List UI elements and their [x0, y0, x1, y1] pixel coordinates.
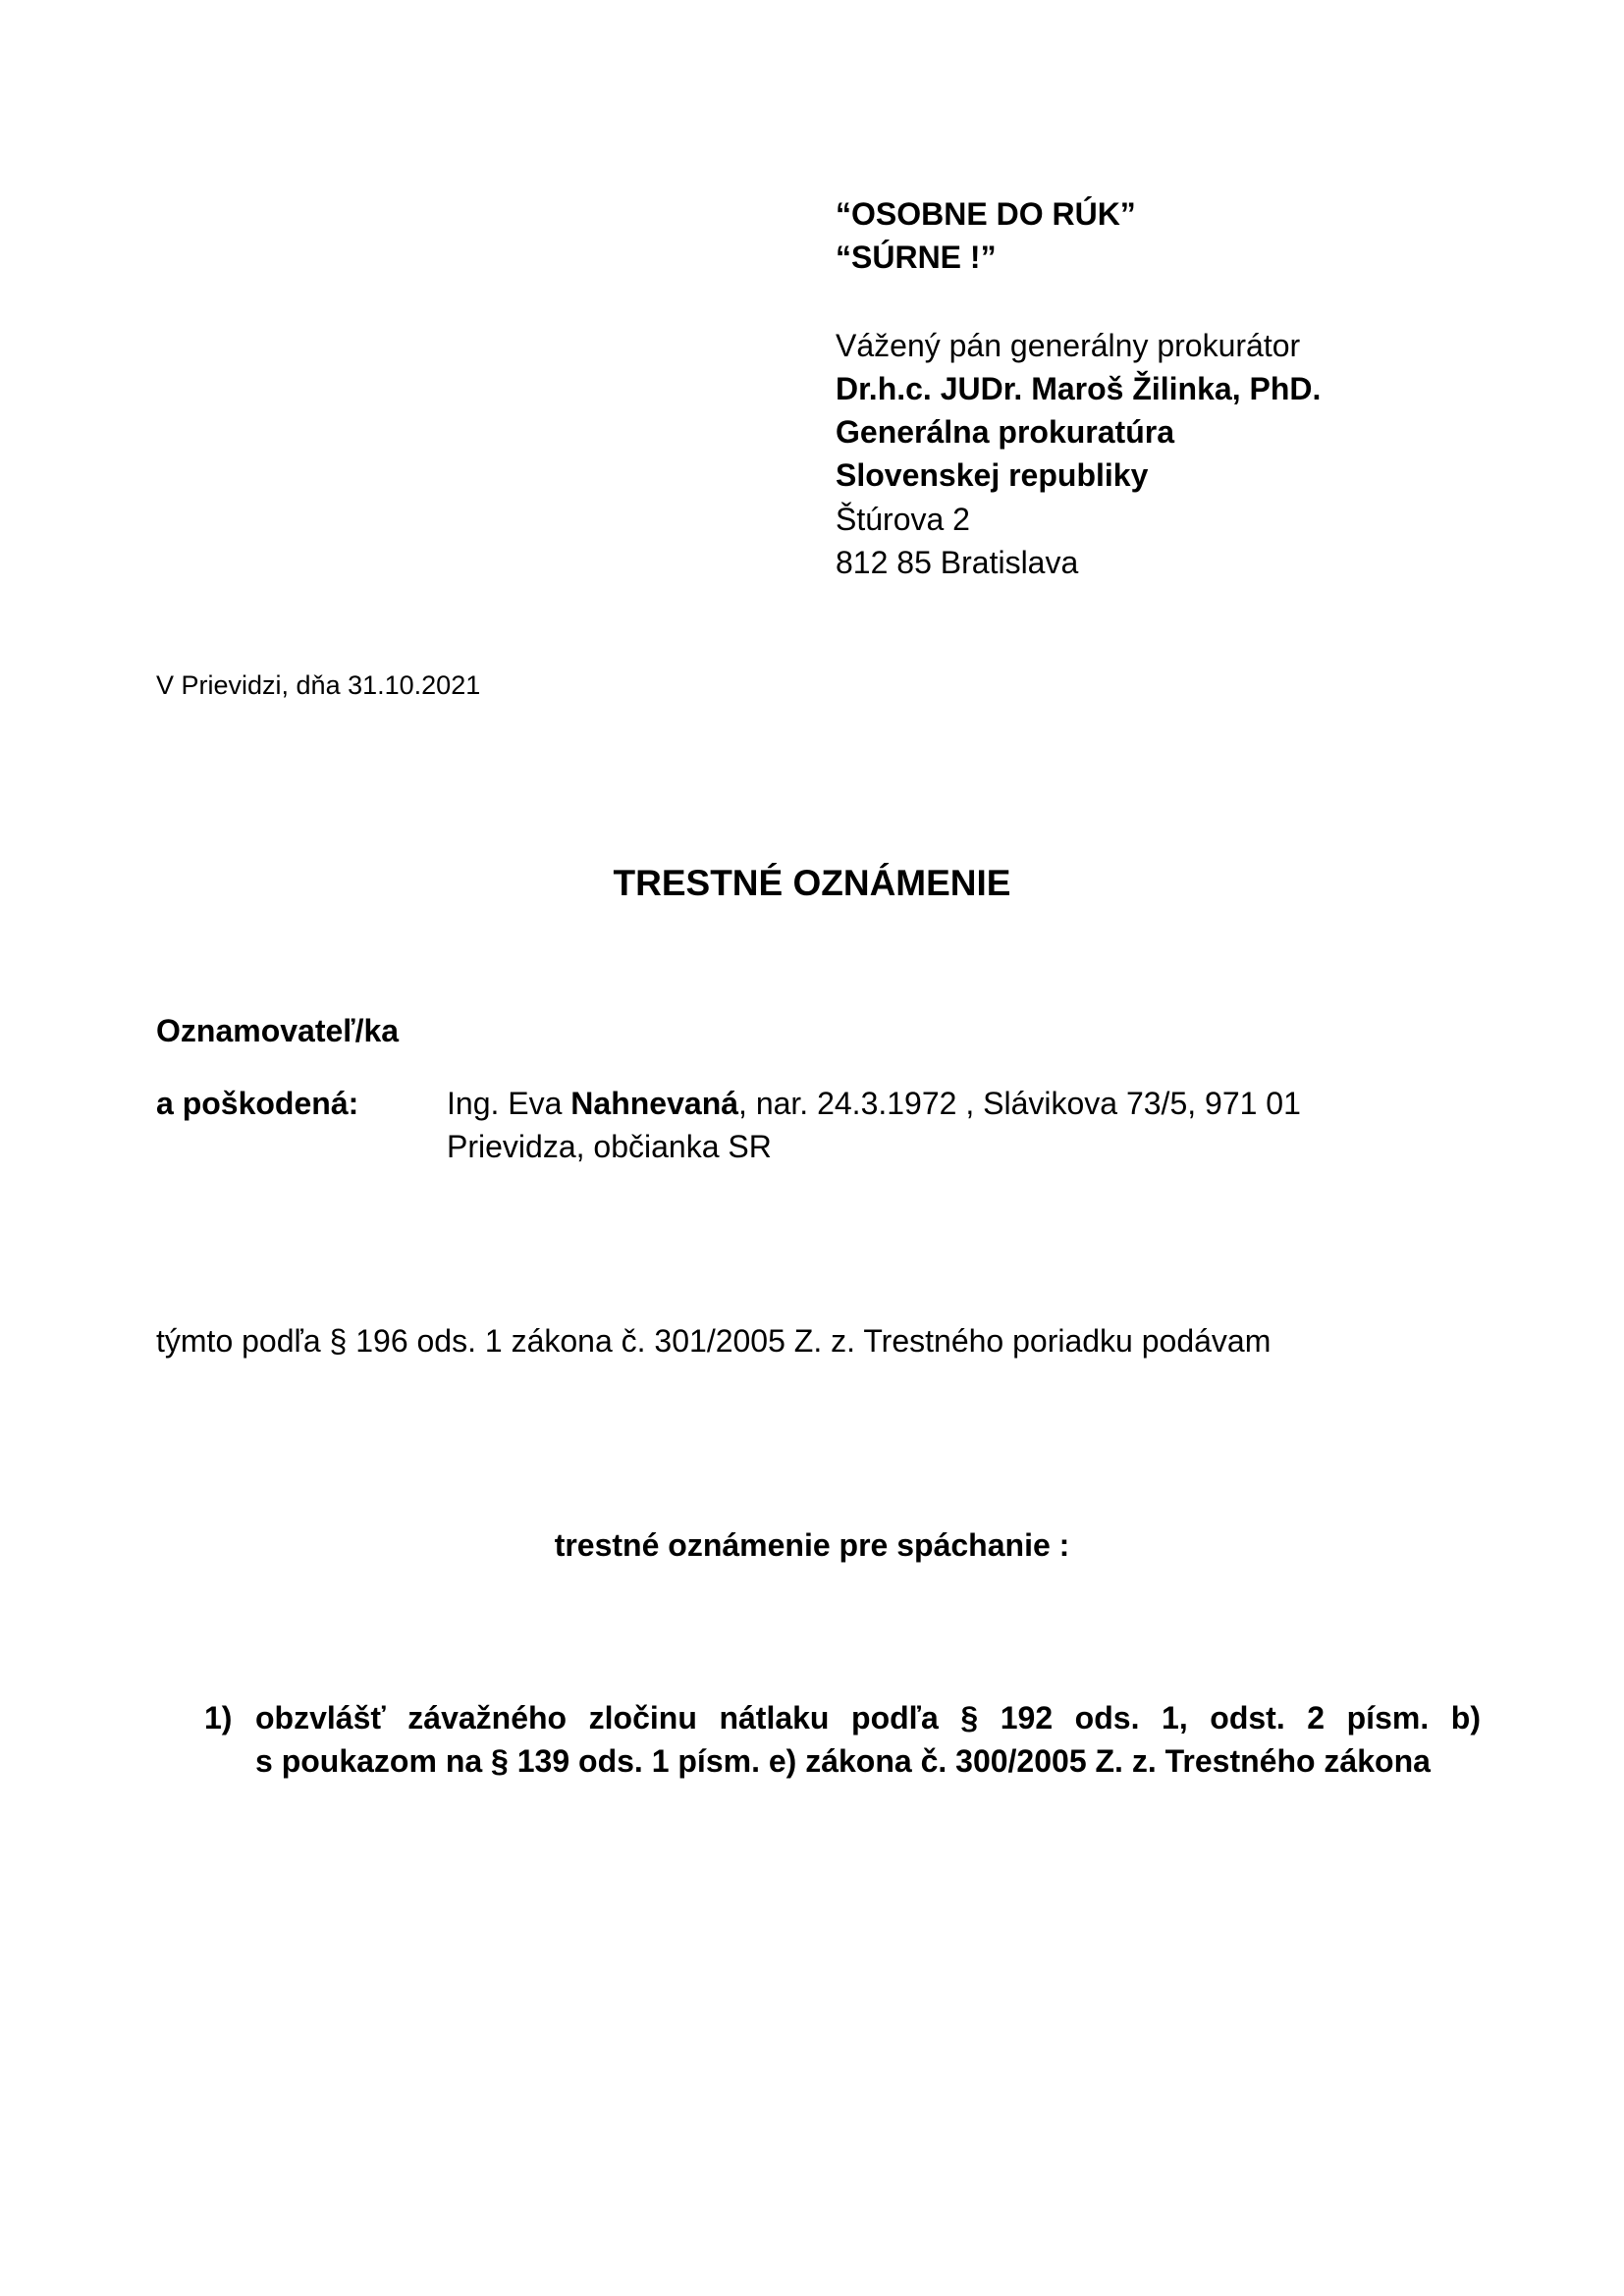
recipient-org-line1: Generálna prokuratúra: [836, 414, 1174, 450]
charge-word: písm.: [1346, 1700, 1430, 1735]
charge-word: b): [1450, 1700, 1481, 1735]
charge-word: podľa: [851, 1700, 939, 1735]
charge-number: 1): [204, 1700, 233, 1735]
charge-word: závažného: [407, 1700, 568, 1735]
charge-word: 192: [1000, 1700, 1054, 1735]
urgent-note-urgent: “SÚRNE !”: [836, 240, 997, 275]
recipient-city: 812 85 Bratislava: [836, 545, 1079, 580]
recipient-name: Dr.h.c. JUDr. Maroš Žilinka, PhD.: [836, 371, 1322, 406]
charge-word: zločinu: [588, 1700, 697, 1735]
injured-party-label: a poškodená:: [156, 1086, 359, 1121]
notifier-details-line1: [447, 1082, 1301, 1125]
place-and-date: V Prievidzi, dňa 31.10.2021: [156, 670, 481, 700]
charges-subheading: trestné oznámenie pre spáchanie :: [554, 1527, 1070, 1563]
intro-sentence: týmto podľa § 196 ods. 1 zákona č. 301/2005 Z. z. Trestného poriadku podávam: [156, 1323, 1272, 1359]
notifier-label: Oznamovateľ/ka: [156, 1013, 400, 1048]
charge-word: §: [960, 1700, 979, 1735]
urgent-note-personal: “OSOBNE DO RÚK”: [836, 196, 1136, 232]
charge-word: 1,: [1162, 1700, 1188, 1735]
charge-text-line2: s poukazom na § 139 ods. 1 písm. e) zákona č. 300/2005 Z. z. Trestného zákona: [255, 1743, 1431, 1779]
recipient-org-line2: Slovenskej republiky: [836, 457, 1149, 493]
charge-word: nátlaku: [719, 1700, 830, 1735]
charge-word: obzvlášť: [255, 1700, 386, 1735]
notifier-name-prefix: Ing. Eva: [447, 1086, 571, 1121]
document-title: TRESTNÉ OZNÁMENIE: [613, 863, 1011, 903]
charge-word: 2: [1307, 1700, 1326, 1735]
recipient-street: Štúrova 2: [836, 502, 970, 537]
charge-word: odst.: [1210, 1700, 1285, 1735]
notifier-surname: Nahnevaná: [570, 1086, 739, 1121]
charge-text-line1: [255, 1696, 1481, 1739]
charge-word: ods.: [1074, 1700, 1140, 1735]
recipient-salutation: Vážený pán generálny prokurátor: [836, 328, 1301, 363]
notifier-details-line2: Prievidza, občianka SR: [447, 1129, 772, 1164]
notifier-birth-address: , nar. 24.3.1972 , Slávikova 73/5, 971 01: [738, 1086, 1301, 1121]
